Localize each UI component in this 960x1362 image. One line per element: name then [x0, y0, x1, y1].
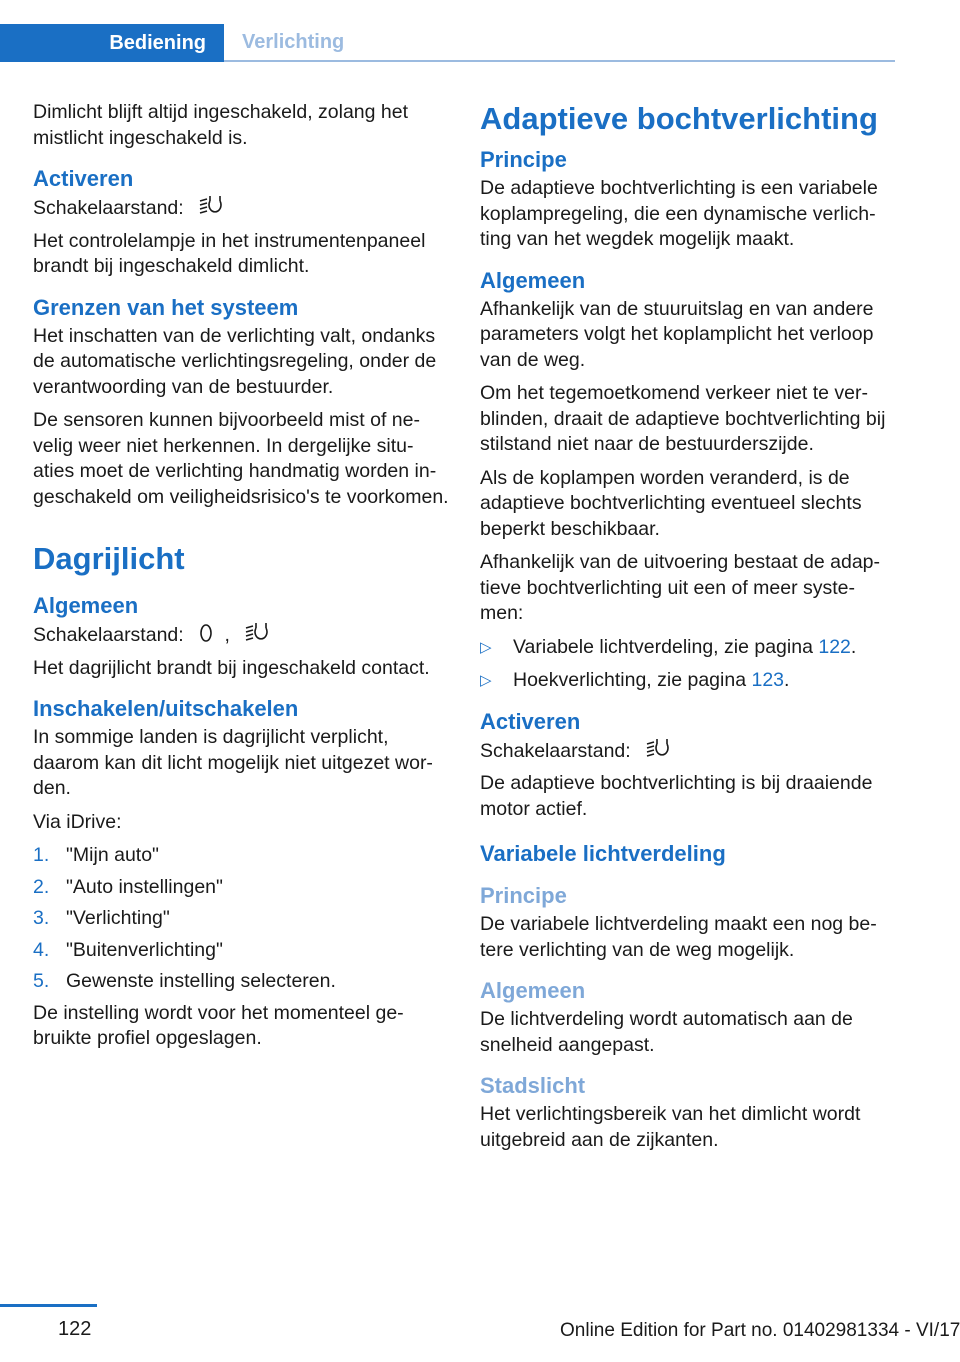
activeren-text: De adaptieve bochtverlichting is bij draaiende motor actief. [480, 772, 873, 820]
section-title-adaptieve: Adaptieve bochtverlichting [480, 101, 878, 136]
stadslicht-text: Het verlichtingsbereik van het dimlicht wordt uitgebreid aan de zijkanten. [480, 1103, 861, 1151]
idrive-steps-list [33, 843, 453, 995]
switch-label: Schakelaarstand: [33, 197, 184, 219]
var-algemeen-text: De lichtverdeling wordt automatisch aan de snelheid aangepast. [480, 1008, 853, 1056]
heading-activeren: Activeren [33, 166, 134, 191]
heading-inschakelen: Inschakelen/uitschakelen [33, 696, 299, 721]
heading-algemeen: Algemeen [480, 267, 586, 293]
step-number: 4. [33, 938, 50, 961]
auto-light-icon [646, 738, 676, 768]
page-link[interactable]: 122 [818, 635, 851, 658]
right-column [480, 100, 892, 1161]
comma-separator: , [224, 624, 230, 646]
heading-principe: Principe [480, 147, 567, 172]
switch-position-line [480, 738, 892, 768]
footer-divider [0, 1304, 97, 1307]
punctuation: . [784, 669, 790, 691]
page-number: 122 [58, 1318, 92, 1340]
step-number: 3. [33, 907, 50, 929]
list-item [33, 843, 453, 869]
step-text: "Auto instellingen" [66, 875, 223, 898]
triangle-bullet-icon: ▷ [480, 638, 492, 656]
page-header [0, 24, 895, 62]
algemeen-paragraph-1: Afhankelijk van de stuuruitslag en van andere parameters volgt het koplamplicht het verloop van de weg. [480, 297, 874, 371]
heading-variabele: Variabele lichtverdeling [480, 841, 726, 866]
dagrijlicht-algemeen-text: Het dagrijlicht brandt bij ingeschakeld contact. [33, 656, 430, 679]
via-idrive: Via iDrive: [33, 810, 122, 833]
step-number: 1. [33, 844, 50, 866]
intro-paragraph: Dimlicht blijft altijd ingeschakeld, zolang het mistlicht ingeschakeld is. [33, 101, 409, 149]
step-text: "Mijn auto" [66, 844, 159, 866]
list-item [33, 906, 453, 932]
auto-light-icon [245, 622, 275, 652]
subheading-stadslicht: Stadslicht [480, 1073, 586, 1098]
list-item [33, 875, 453, 901]
step-text: "Verlichting" [66, 907, 170, 929]
dagrijlicht-switch-line [33, 622, 453, 652]
activeren-text: Het controlelampje in het instrumentenpaneel brandt bij ingeschakeld dimlicht. [33, 229, 426, 277]
inschakelen-text: In sommige landen is dagrijlicht verplicht, daarom kan dit licht mogelijk niet uitgezet wor- den. [33, 726, 433, 799]
subheading-algemeen: Algemeen [480, 978, 586, 1003]
subheading-principe: Principe [480, 883, 567, 908]
page-link[interactable]: 123 [751, 669, 785, 691]
tab-bediening[interactable]: Bediening [0, 24, 224, 62]
auto-light-icon [199, 195, 229, 225]
edition-text: Online Edition for Part no. 01402981334 - VI/17 [560, 1320, 960, 1341]
principe-text: De adaptieve bochtverlichting is een variabele koplampregeling, die een dynamische verlich- ting van het wegdek mogelijk maakt. [480, 177, 878, 250]
algemeen-paragraph-3: Als de koplampen worden veranderd, is de adaptieve bochtverlichting eventueel slechts beperkt beschikbaar. [480, 466, 862, 540]
header-divider [224, 60, 895, 62]
grenzen-paragraph-2: De sensoren kunnen bijvoorbeeld mist of ne- velig weer niet herkennen. In dergelijke situ- aties moet de verlichting handmatig worden in- geschakeld om veiligheidsrisico's te voorkomen. [33, 409, 449, 508]
outro-paragraph: De instelling wordt voor het momenteel ge- bruikte profiel opgeslagen. [33, 1001, 404, 1049]
switch-position-line [33, 195, 453, 225]
step-number: 5. [33, 970, 50, 992]
list-item [33, 938, 453, 964]
step-text: Gewenste instelling selecteren. [66, 970, 336, 992]
tab-verlichting[interactable]: Verlichting [242, 30, 345, 53]
heading-activeren: Activeren [480, 708, 581, 734]
step-text: "Buitenverlichting" [66, 938, 223, 961]
list-item [33, 969, 453, 995]
list-item [480, 668, 892, 694]
triangle-bullet-icon: ▷ [480, 672, 492, 689]
switch-label: Schakelaarstand: [33, 624, 184, 646]
heading-algemeen: Algemeen [33, 593, 139, 618]
var-principe-text: De variabele lichtverdeling maakt een nog be- tere verlichting van de weg mogelijk. [480, 913, 877, 961]
systems-list [480, 635, 892, 694]
left-column [33, 100, 453, 1060]
algemeen-paragraph-2: Om het tegemoetkomend verkeer niet te ver- blinden, draait de adaptieve bochtverlichting bij stilstand niet naar de bestuurderszijde. [480, 382, 886, 455]
section-title-dagrijlicht: Dagrijlicht [33, 541, 185, 576]
switch-label: Schakelaarstand: [480, 739, 631, 762]
step-number: 2. [33, 875, 50, 898]
grenzen-paragraph-1: Het inschatten van de verlichting valt, ondanks de automatische verlichtingsregeling, onder de verantwoording van de bestuurder. [33, 324, 437, 398]
bullet-text: Hoekverlichting, zie pagina [513, 669, 747, 691]
punctuation: . [850, 635, 857, 658]
heading-grenzen: Grenzen van het systeem [33, 294, 299, 320]
bullet-text: Variabele lichtverdeling, zie pagina [513, 635, 813, 658]
algemeen-paragraph-4: Afhankelijk van de uitvoering bestaat de adap- tieve bochtverlichting uit een of meer syste- men: [480, 551, 881, 624]
zero-position-icon [199, 622, 213, 652]
list-item [480, 635, 892, 661]
